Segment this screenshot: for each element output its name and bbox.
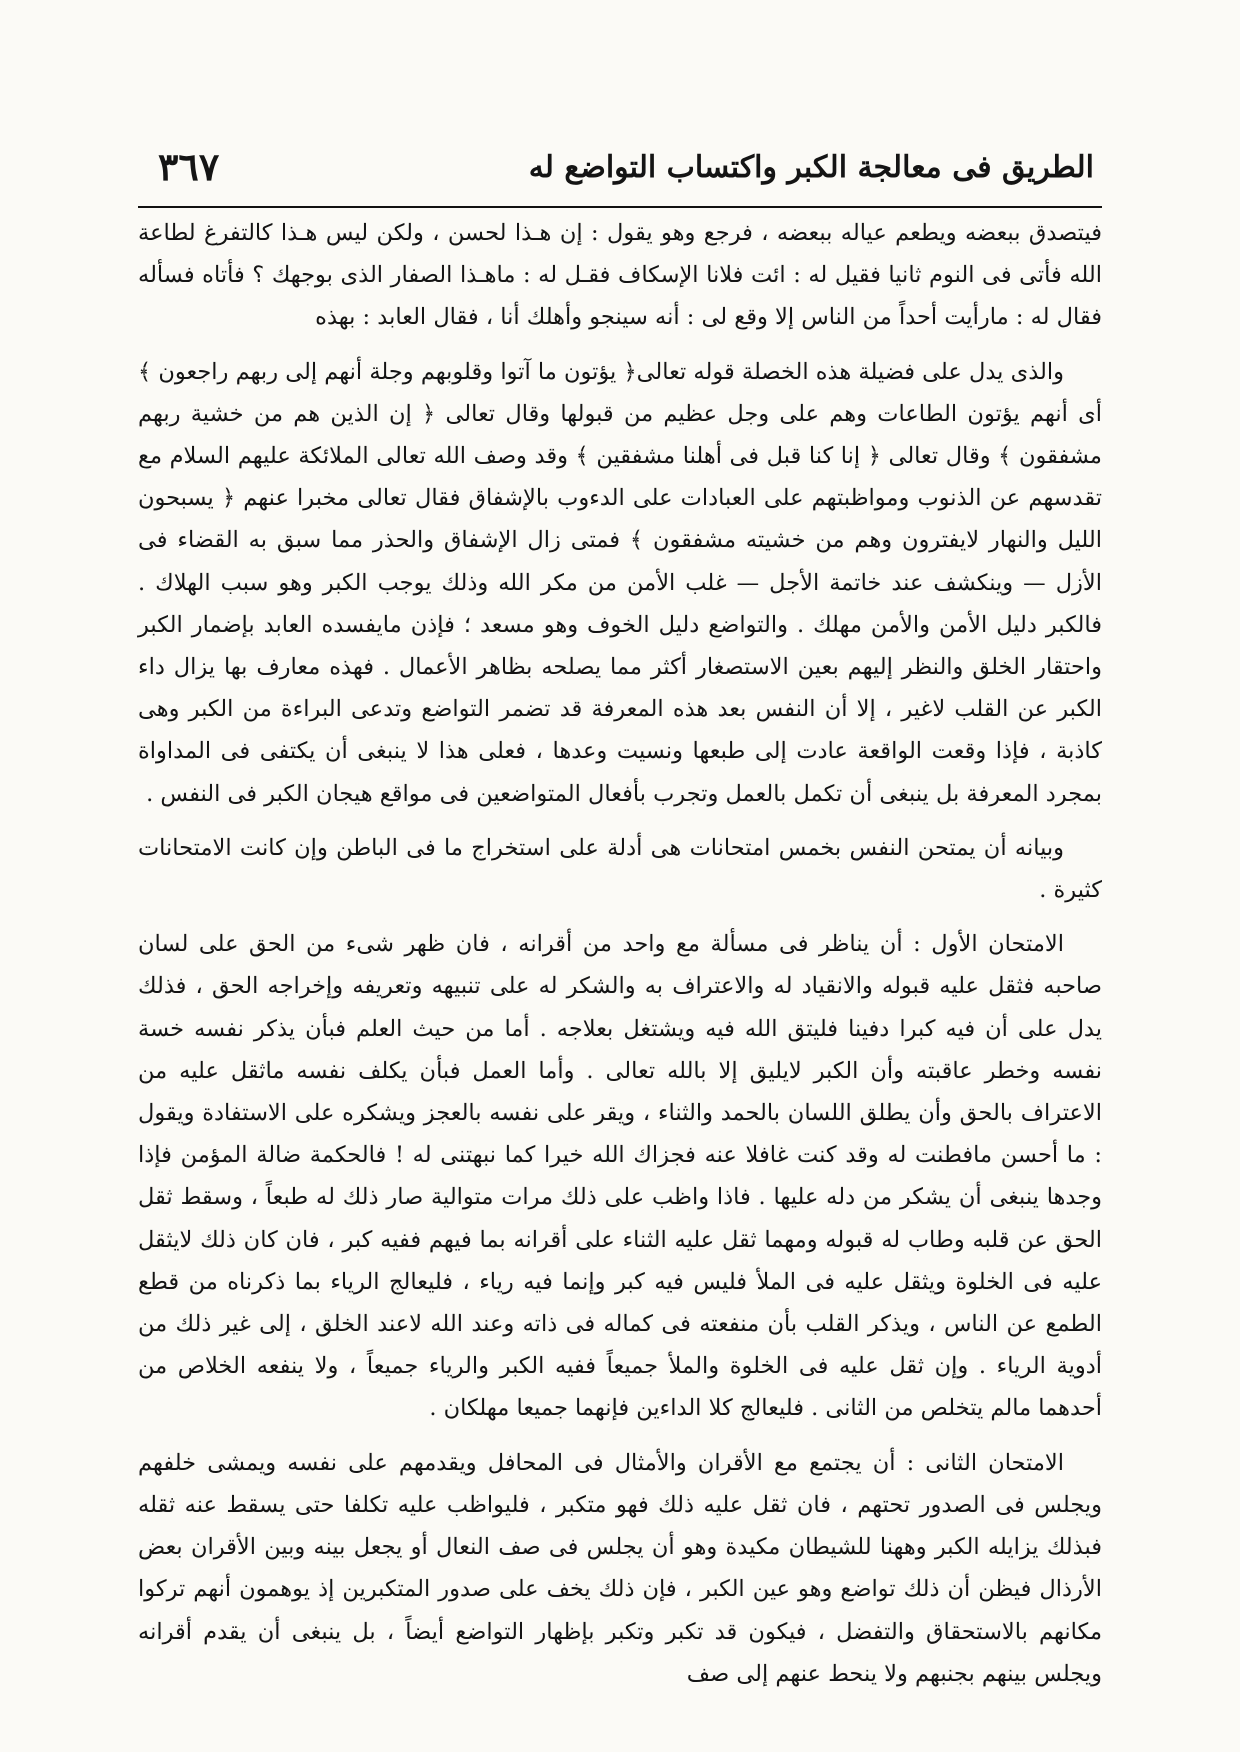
paragraph-second-test: الامتحان الثانى : أن يجتمع مع الأقران والأمثال فى المحافل ويقدمهم على نفسه ويمشى خلفهم ويجلس فى الصدور تحتهم ، فان ثقل عليه ذلك فهو متكبر ، فليواظب عليه تكلفا حتى يسقط عنه ثقله فبذلك يزايله الكبر وههنا للشيطان مكيدة وهو أن يجلس فى صف النعال أو يجعل بينه وبين الأقران بعض الأرذال فيظن أن ذلك تواضع وهو عين الكبر ، فإن ذلك يخف على صدور المتكبرين إذ يوهمون أنهم تركوا مكانهم بالاستحقاق والتفضل ، فيكون قد تكبر وتكبر بإظهار التواضع أيضاً ، بل ينبغى أن يقدم أقرانه ويجلس بينهم بجنبهم ولا ينحط عنهم إلى صف: [138, 1449, 1102, 1687]
paragraph-first-test: الامتحان الأول : أن يناظر فى مسألة مع واحد من أقرانه ، فان ظهر شىء من الحق على لسان صاحبه فثقل عليه قبوله والانقياد له والاعتراف به والشكر له على تنبيهه وتعريفه وإخراجه الحق ، فذلك يدل على أن فيه كبرا دفينا فليتق الله فيه ويشتغل بعلاجه . أما من حيث العلم فبأن يذكر نفسه خسة نفسه وخطر عاقبته وأن الكبر لايليق إلا بالله تعالى . وأما العمل فبأن يكلف نفسه ماثقل عليه من الاعتراف بالحق وأن يطلق اللسان بالحمد والثناء ، ويقر على نفسه بالعجز ويشكره على الاستفادة ويقول : ما أحسن مافطنت له وقد كنت غافلا عنه فجزاك الله خيرا كما نبهتنى له ! فالحكمة ضالة المؤمن فإذا وجدها ينبغى أن يشكر من دله عليها . فاذا واظب على ذلك مرات متوالية صار ذلك له طبعاً ، وسقط ثقل الحق عن قلبه وطاب له قبوله ومهما ثقل عليه الثناء على أقرانه بما فيهم ففيه كبر ، فان كان ذلك لايثقل عليه فى الخلوة ويثقل عليه فى الملأ فليس فيه كبر وإنما فيه رياء ، فليعالج الرياء بما ذكرناه من قطع الطمع عن الناس ، ويذكر القلب بأن منفعته فى كماله فى ذاته وعند الله لاعند الخلق ، إلى غير ذلك من أدوية الرياء . وإن ثقل عليه فى الخلوة والملأ جميعاً ففيه الكبر والرياء جميعاً ، ولا ينفعه الخلاص من أحدهما مالم يتخلص من الثانى . فليعالج كلا الداءين فإنهما جميعا مهلكان .: [138, 931, 1102, 1422]
page-number: ٣٦٧: [158, 144, 220, 189]
paragraph-five-tests-intro: وبيانه أن يمتحن النفس بخمس امتحانات هى أدلة على استخراج ما فى الباطن وإن كانت الامتحانات كثيرة .: [138, 834, 1102, 904]
header-rule: [138, 206, 1102, 208]
paragraph-virtue-of-fear: والذى يدل على فضيلة هذه الخصلة قوله تعالى﴿ يؤتون ما آتوا وقلوبهم وجلة أنهم إلى ربهم راجعون ﴾ أى أنهم يؤتون الطاعات وهم على وجل عظيم من قبولها وقال تعالى ﴿ إن الذين هم من خشية ربهم مشفقون ﴾ وقال تعالى ﴿ إنا كنا قبل فى أهلنا مشفقين ﴾ وقد وصف الله تعالى الملائكة عليهم السلام مع تقدسهم عن الذنوب ومواظبتهم على العبادات على الدءوب بالإشفاق فقال تعالى مخبرا عنهم ﴿ يسبحون الليل والنهار لايفترون وهم من خشيته مشفقون ﴾ فمتى زال الإشفاق والحذر مما سبق به القضاء فى الأزل — وينكشف عند خاتمة الأجل — غلب الأمن من مكر الله وذلك يوجب الكبر وهو سبب الهلاك . فالكبر دليل الأمن والأمن مهلك . والتواضع دليل الخوف وهو مسعد ؛ فإذن مايفسده العابد بإضمار الكبر واحتقار الخلق والنظر إليهم بعين الاستصغار أكثر مما يصلحه بظاهر الأعمال . فهذه معارف بها يزال داء الكبر عن القلب لاغير ، إلا أن النفس بعد هذه المعرفة قد تضمر التواضع وتدعى البراءة من الكبر وهى كاذبة ، فإذا وقعت الواقعة عادت إلى طبعها ونسيت وعدها ، فعلى هذا لا ينبغى أن يكتفى فى المداواة بمجرد المعرفة بل ينبغى أن تكمل بالعمل وتجرب بأفعال المتواضعين فى مواقع هيجان الكبر فى النفس .: [138, 358, 1102, 807]
paragraph-continuation: فيتصدق ببعضه ويطعم عياله ببعضه ، فرجع وهو يقول : إن هـذا لحسن ، ولكن ليس هـذا كالتفرغ لطاعة الله فأتى فى النوم ثانيا فقيل له : ائت فلانا الإسكاف فقـل له : ماهـذا الصفار الذى بوجهك ؟ فأتاه فسأله فقال له : مارأيت أحداً من الناس إلا وقع لى : أنه سينجو وأهلك أنا ، فقال العابد : بهذه: [138, 220, 1102, 331]
running-title: الطريق فى معالجة الكبر واكتساب التواضع له: [528, 150, 1094, 185]
page-body: [138, 212, 1102, 1695]
page-header: [138, 144, 1102, 200]
